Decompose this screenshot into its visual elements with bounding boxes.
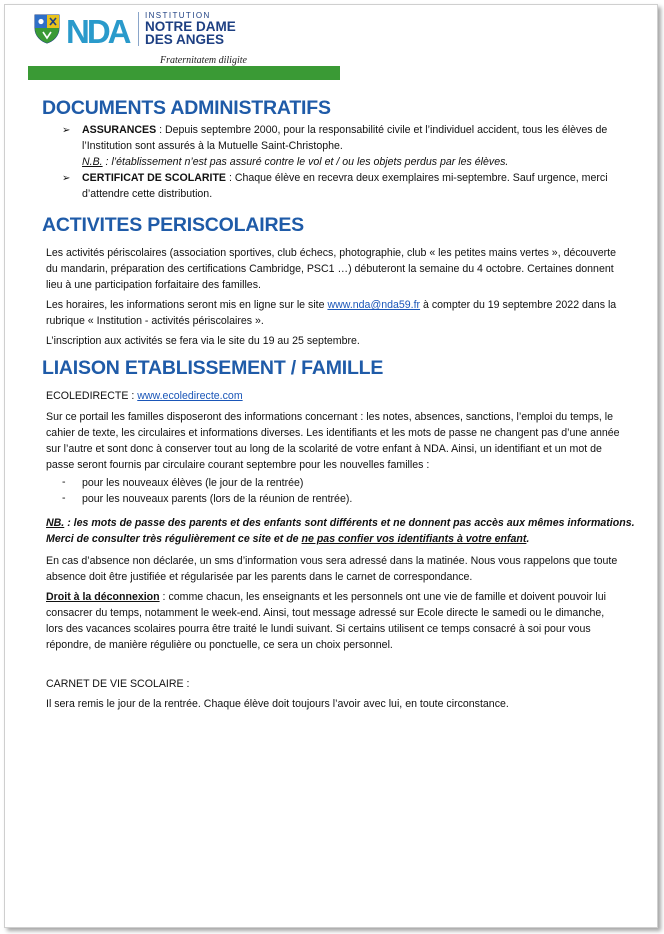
heading-liaison: LIAISON ETABLISSEMENT / FAMILLE — [42, 357, 384, 379]
nda-site-link[interactable]: www.nda@nda59.fr — [327, 299, 421, 311]
periscolaires-p2-line1: Les horaires, les informations seront mis en ligne sur le site www.nda@nda59.fr à compter du 19 septembre 2022 dans la — [46, 299, 617, 311]
nb-warning-line2: Merci de consulter très régulièrement ce site et de ne pas confier vos identifiants à votre enfant. — [46, 533, 530, 545]
nb-warning-emphasis: ne pas confier vos identifiants à votre enfant — [301, 533, 527, 545]
certificat-line2: d’attendre cette distribution. — [82, 188, 213, 200]
heading-periscolaires: ACTIVITES PERISCOLAIRES — [42, 214, 304, 236]
ecoledirecte-label: ECOLEDIRECTE : — [46, 390, 138, 402]
certificat-line1 — [82, 171, 608, 186]
assurances-line2: l’Institution sont assurés à la Mutuelle Saint-Christophe. — [82, 140, 343, 152]
institution-label: INSTITUTION — [145, 11, 211, 20]
liaison-p1-line3: sur l’autre et sont donc à conserver tout au long de la scolarité de votre enfant à NDA. Ainsi, un identifiant et un mot de — [46, 443, 602, 455]
periscolaires-p2-line2: rubrique « Institution - activités périscolaires ». — [46, 315, 264, 327]
ecoledirecte-line — [46, 389, 243, 404]
motto: Fraternitatem diligite — [160, 55, 247, 66]
certificat-label: CERTIFICAT DE SCOLARITE — [82, 172, 226, 184]
carnet-text: Il sera remis le jour de la rentrée. Chaque élève doit toujours l’avoir avec lui, en toute circonstance. — [46, 698, 509, 710]
liaison-p1-line1: Sur ce portail les familles disposeront des informations concernant : les notes, absences, sanctions, l’emploi du temps, le — [46, 411, 614, 423]
assurances-text: : Depuis septembre 2000, pour la responsabilité civile et l’individuel accident, tous les élèves de — [156, 124, 608, 136]
periscolaires-p1-line1: Les activités périscolaires (association sportives, club échecs, photographie, club « les petites mains vertes », découverte — [46, 247, 616, 259]
nda-logo-icon — [66, 13, 134, 47]
nb-text: : l’établissement n’est pas assuré contre le vol et / ou les objets perdus par les élèves. — [102, 156, 509, 168]
heading-documents: DOCUMENTS ADMINISTRATIFS — [42, 97, 331, 119]
deconnexion-line3: lors des vacances scolaires pourra être traité le lundi suivant. Si certains utilisent ce temps consacré à soi pour vous — [46, 623, 591, 635]
deconnexion-line4: répondre, de manière régulière ou ponctuelle, ce sera un choix personnel. — [46, 639, 393, 651]
periscolaires-p3: L’inscription aux activités se fera via le site du 19 au 25 septembre. — [46, 335, 360, 347]
dash-bullet: - — [62, 476, 66, 488]
header-separator — [138, 12, 139, 46]
certificat-text: : Chaque élève en recevra deux exemplaires mi-septembre. Sauf urgence, merci — [226, 172, 608, 184]
absence-line1: En cas d’absence non déclarée, un sms d’information vous sera adressé dans la matinée. Nous vous rappelons que toute — [46, 555, 618, 567]
carnet-label: CARNET DE VIE SCOLAIRE : — [46, 678, 190, 690]
assurances-label: ASSURANCES — [82, 124, 157, 136]
institution-header — [30, 10, 330, 50]
assurances-nb — [82, 155, 508, 170]
list-item: pour les nouveaux parents (lors de la réunion de rentrée). — [82, 493, 353, 505]
liaison-p1-line2: cahier de texte, les circulaires et informations diverses. Les identifiants et les mots de passe ne changent pas d’une année — [46, 427, 620, 439]
nb-warning-label: NB. — [46, 517, 65, 529]
nb-label: N.B. — [82, 156, 103, 168]
list-item: pour les nouveaux élèves (le jour de la rentrée) — [82, 477, 304, 489]
assurances-line1 — [82, 123, 607, 138]
bullet-arrow-icon: ➢ — [62, 125, 71, 136]
deconnexion-line1: Droit à la déconnexion : comme chacun, les enseignants et les personnels ont une vie de famille et doivent pouvoir lui — [46, 591, 606, 603]
deconnexion-line2: consacrer du temps, notamment le week-end. Ainsi, tout message adressé sur Ecole directe le samedi ou le dimanche, — [46, 607, 605, 619]
institution-name-line2: DES ANGES — [145, 32, 225, 47]
deconnexion-label: Droit à la déconnexion — [46, 591, 160, 603]
ecoledirecte-link[interactable]: www.ecoledirecte.com — [137, 390, 243, 402]
crest-icon — [34, 14, 60, 44]
bullet-arrow-icon: ➢ — [62, 173, 71, 184]
institution-name-line1: NOTRE DAME — [145, 19, 236, 34]
nb-warning-line1: NB. : les mots de passe des parents et des enfants sont différents et ne donnent pas accès aux mêmes informations. — [46, 517, 635, 529]
green-banner — [28, 66, 340, 80]
dash-bullet: - — [62, 492, 66, 504]
svg-text:NDA: NDA — [66, 13, 129, 47]
absence-line2: absence doit être justifiée et régularisée par les parents dans le carnet de correspondance. — [46, 571, 473, 583]
liaison-p1-line4: passe seront fournis par circulaire courant septembre pour les nouvelles familles : — [46, 459, 430, 471]
periscolaires-p1-line2: du mandarin, préparation des certifications Cambridge, PSC1 …) débuteront la semaine du 4 octobre. Certaines donnent — [46, 263, 614, 275]
periscolaires-p1-line3: lieu à une participation forfaitaire des familles. — [46, 279, 261, 291]
